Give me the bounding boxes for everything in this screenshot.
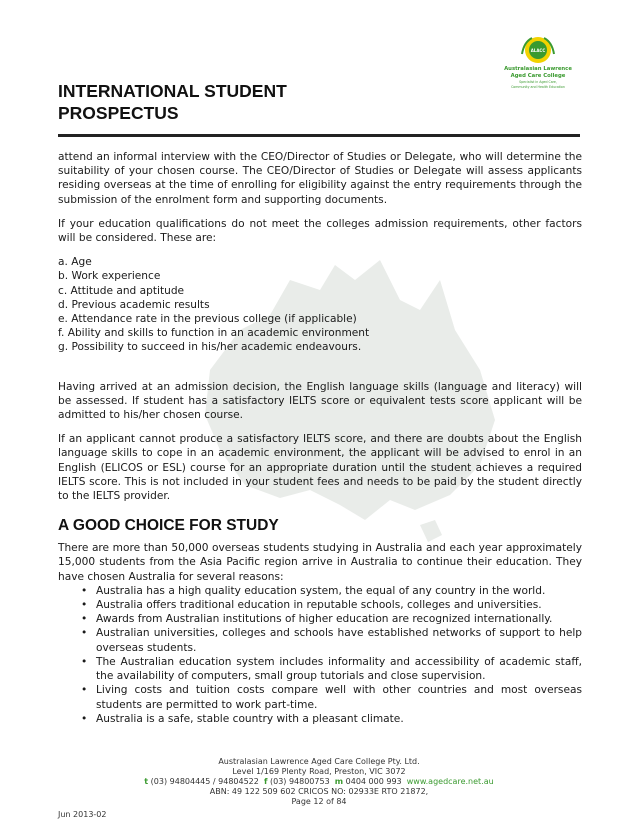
title-line1: INTERNATIONAL STUDENT bbox=[58, 81, 287, 101]
page-title bbox=[58, 80, 478, 124]
list-item: • Awards from Australian institutions of higher education are recognized internationally. bbox=[81, 612, 582, 626]
list-item: d. Previous academic results bbox=[58, 298, 210, 311]
title-line2: PROSPECTUS bbox=[58, 103, 179, 123]
footer-fax: (03) 94800753 bbox=[269, 777, 330, 786]
footer-abn: ABN: 49 122 509 602 CRICOS NO: 02933E RTO 21872, bbox=[209, 787, 429, 796]
paragraph-study-reasons: There are more than 50,000 overseas students studying in Australia and each year approximately 15,000 students from the Asia Pacific region arrive in Australia to continue their education. They have chosen Australia for several reasons: bbox=[58, 542, 582, 583]
factors-list bbox=[58, 255, 582, 354]
list-item: • Australia has a high quality education system, the equal of any country in the world. bbox=[81, 584, 582, 598]
logo-badge-text: ALACC bbox=[530, 48, 546, 53]
paragraph-ielts: If an applicant cannot produce a satisfactory IELTS score, and there are doubts about the English language skills to cope in an academic environment, the applicant will be advised to enrol in an English (ELICOS or ESL) course for an appropriate duration until the student achieves a required IELTS score. This is not included in your student fees and needs to be paid by the student directly to the IELTS provider. bbox=[58, 433, 582, 503]
page-footer bbox=[0, 757, 638, 807]
website-link[interactable]: www.agedcare.net.au bbox=[406, 777, 494, 786]
page-number: Page 12 of 84 bbox=[291, 797, 347, 806]
fax-label: f bbox=[263, 777, 268, 786]
list-item: b. Work experience bbox=[58, 270, 161, 283]
list-item: • Living costs and tuition costs compare well with other countries and most overseas students are permitted to work part-time. bbox=[81, 683, 582, 711]
logo-line1: Australasian Lawrence bbox=[504, 66, 572, 72]
phone-label: t bbox=[144, 777, 149, 786]
paragraph-interview: attend an informal interview with the CEO/Director of Studies or Delegate, who will determine the suitability of your chosen course. The CEO/Director of Studies or Delegate will assess applicants residing overseas at the time of enrolling for eligibility against the entry requirements through the submission of the enrolment form and supporting documents. bbox=[58, 151, 582, 206]
list-item: • Australian universities, colleges and schools have established networks of support to help overseas students. bbox=[81, 626, 582, 654]
paragraph-other-factors: If your education qualifications do not meet the colleges admission requirements, other factors will be considered. These are: bbox=[58, 217, 582, 245]
list-item: • Australia is a safe, stable country with a pleasant climate. bbox=[81, 712, 582, 726]
footer-phone: (03) 94804445 / 94804522 bbox=[150, 777, 259, 786]
list-item: • The Australian education system includes informality and accessibility of academic staff, the availability of computers, small group tutorials and close supervision. bbox=[81, 655, 582, 683]
list-item: a. Age bbox=[58, 256, 92, 269]
footer-mobile: 0404 000 993 bbox=[345, 777, 402, 786]
list-item: g. Possibility to succeed in his/her academic endeavours. bbox=[58, 341, 362, 354]
list-item: e. Attendance rate in the previous college (if applicable) bbox=[58, 313, 357, 326]
footer-address: Level 1/169 Plenty Road, Preston, VIC 3072 bbox=[232, 767, 406, 776]
title-divider bbox=[58, 134, 580, 137]
section-heading: A GOOD CHOICE FOR STUDY bbox=[58, 517, 279, 535]
reasons-list bbox=[58, 584, 582, 726]
logo-tagline1: Specialist in Aged Care, bbox=[519, 80, 557, 84]
document-date: Jun 2013-02 bbox=[58, 810, 107, 819]
list-item: • Australia offers traditional education in reputable schools, colleges and universities. bbox=[81, 598, 582, 612]
list-item: f. Ability and skills to function in an academic environment bbox=[58, 327, 370, 340]
mobile-label: m bbox=[334, 777, 344, 786]
laurel-badge-icon bbox=[498, 34, 578, 94]
college-logo bbox=[498, 34, 578, 94]
document-body bbox=[58, 150, 582, 726]
list-item: c. Attitude and aptitude bbox=[58, 284, 185, 297]
logo-line2: Aged Care College bbox=[510, 73, 566, 79]
logo-tagline2: Community and Health Education bbox=[511, 85, 565, 89]
footer-contact bbox=[0, 777, 638, 787]
footer-org: Australasian Lawrence Aged Care College Pty. Ltd. bbox=[218, 757, 420, 766]
paragraph-english-assessment: Having arrived at an admission decision, the English language skills (language and literacy) will be assessed. If student has a satisfactory IELTS score or equivalent tests score applicant will be admitted to his/her chosen course. bbox=[58, 380, 582, 422]
